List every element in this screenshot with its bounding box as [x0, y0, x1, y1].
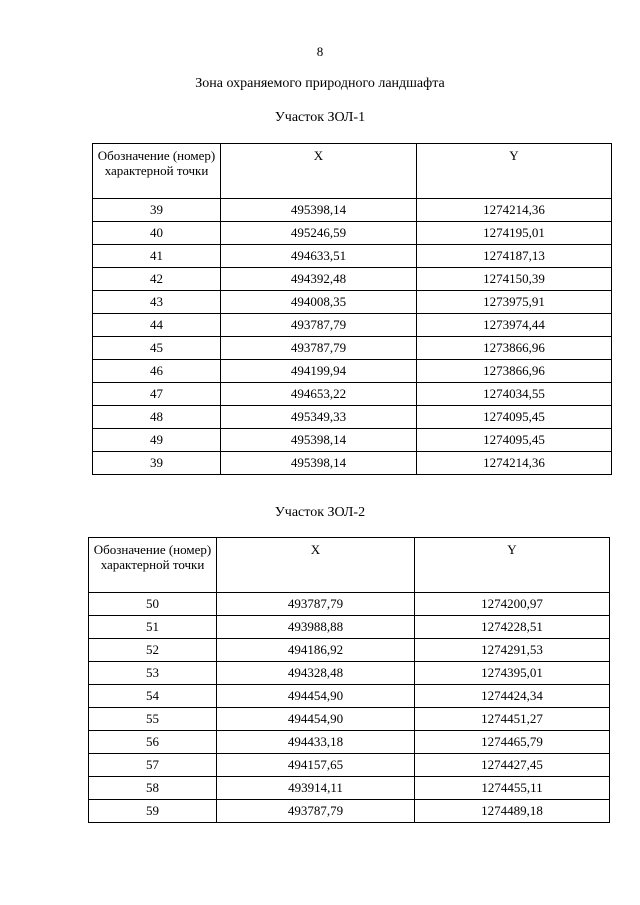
y-coordinate-cell: 1274095,45: [417, 406, 612, 429]
table-row: [89, 800, 610, 823]
point-number-cell: 49: [93, 429, 221, 452]
y-coordinate-cell: 1274455,11: [415, 777, 610, 800]
point-number-cell: 43: [93, 291, 221, 314]
y-coordinate-cell: 1274465,79: [415, 731, 610, 754]
x-coordinate-cell: 494328,48: [217, 662, 415, 685]
table-row: [89, 777, 610, 800]
table-row: [93, 222, 612, 245]
table-row: [89, 616, 610, 639]
x-coordinate-cell: 495246,59: [221, 222, 417, 245]
table-body: [93, 199, 612, 475]
section-title-zol-1: Участок ЗОЛ-1: [274, 110, 366, 125]
point-number-cell: 47: [93, 383, 221, 406]
table-row: [93, 199, 612, 222]
y-coordinate-cell: 1274291,53: [415, 639, 610, 662]
point-number-cell: 53: [89, 662, 217, 685]
column-header-y: Y: [415, 538, 610, 593]
y-coordinate-cell: 1274095,45: [417, 429, 612, 452]
point-number-cell: 40: [93, 222, 221, 245]
table-row: [93, 360, 612, 383]
point-number-cell: 45: [93, 337, 221, 360]
table-body: [89, 593, 610, 823]
y-coordinate-cell: 1274034,55: [417, 383, 612, 406]
x-coordinate-cell: 494454,90: [217, 708, 415, 731]
column-header-y: Y: [417, 144, 612, 199]
table-row: [89, 639, 610, 662]
x-coordinate-cell: 494433,18: [217, 731, 415, 754]
point-number-cell: 56: [89, 731, 217, 754]
point-number-cell: 39: [93, 452, 221, 475]
x-coordinate-cell: 493787,79: [217, 593, 415, 616]
table-row: [93, 245, 612, 268]
y-coordinate-cell: 1273975,91: [417, 291, 612, 314]
y-coordinate-cell: 1274214,36: [417, 452, 612, 475]
point-number-cell: 46: [93, 360, 221, 383]
table-row: [89, 685, 610, 708]
table-row: [93, 406, 612, 429]
x-coordinate-cell: 493787,79: [221, 314, 417, 337]
x-coordinate-cell: 494186,92: [217, 639, 415, 662]
y-coordinate-cell: 1273974,44: [417, 314, 612, 337]
point-number-cell: 57: [89, 754, 217, 777]
point-number-cell: 41: [93, 245, 221, 268]
point-number-cell: 52: [89, 639, 217, 662]
y-coordinate-cell: 1274195,01: [417, 222, 612, 245]
column-header-point: Обозначение (номер) характерной точки: [89, 538, 217, 593]
point-number-cell: 59: [89, 800, 217, 823]
coordinates-table-zol-1: [92, 143, 612, 475]
y-coordinate-cell: 1274187,13: [417, 245, 612, 268]
table-row: [89, 593, 610, 616]
column-header-x: X: [217, 538, 415, 593]
x-coordinate-cell: 495398,14: [221, 452, 417, 475]
x-coordinate-cell: 495349,33: [221, 406, 417, 429]
point-number-cell: 48: [93, 406, 221, 429]
table-row: [93, 383, 612, 406]
x-coordinate-cell: 493787,79: [221, 337, 417, 360]
table-row: [93, 314, 612, 337]
y-coordinate-cell: 1273866,96: [417, 360, 612, 383]
table-row: [89, 708, 610, 731]
y-coordinate-cell: 1274427,45: [415, 754, 610, 777]
table-row: [93, 452, 612, 475]
x-coordinate-cell: 495398,14: [221, 429, 417, 452]
y-coordinate-cell: 1274424,34: [415, 685, 610, 708]
y-coordinate-cell: 1274150,39: [417, 268, 612, 291]
column-header-x: X: [221, 144, 417, 199]
x-coordinate-cell: 494392,48: [221, 268, 417, 291]
y-coordinate-cell: 1274489,18: [415, 800, 610, 823]
point-number-cell: 44: [93, 314, 221, 337]
point-number-cell: 58: [89, 777, 217, 800]
table-row: [93, 268, 612, 291]
y-coordinate-cell: 1274395,01: [415, 662, 610, 685]
x-coordinate-cell: 493914,11: [217, 777, 415, 800]
x-coordinate-cell: 494633,51: [221, 245, 417, 268]
point-number-cell: 54: [89, 685, 217, 708]
x-coordinate-cell: 494653,22: [221, 383, 417, 406]
page-number: 8: [316, 44, 324, 59]
document-title: Зона охраняемого природного ландшафта: [195, 76, 445, 91]
table-row: [89, 662, 610, 685]
x-coordinate-cell: 495398,14: [221, 199, 417, 222]
column-header-point: Обозначение (номер) характерной точки: [93, 144, 221, 199]
point-number-cell: 55: [89, 708, 217, 731]
x-coordinate-cell: 494454,90: [217, 685, 415, 708]
section-title-zol-2: Участок ЗОЛ-2: [274, 505, 366, 520]
table-row: [93, 337, 612, 360]
y-coordinate-cell: 1274228,51: [415, 616, 610, 639]
point-number-cell: 51: [89, 616, 217, 639]
table-row: [89, 731, 610, 754]
table-row: [89, 754, 610, 777]
coordinates-table-zol-2: [88, 537, 610, 823]
x-coordinate-cell: 493787,79: [217, 800, 415, 823]
y-coordinate-cell: 1273866,96: [417, 337, 612, 360]
x-coordinate-cell: 494008,35: [221, 291, 417, 314]
y-coordinate-cell: 1274214,36: [417, 199, 612, 222]
y-coordinate-cell: 1274451,27: [415, 708, 610, 731]
x-coordinate-cell: 494199,94: [221, 360, 417, 383]
point-number-cell: 39: [93, 199, 221, 222]
y-coordinate-cell: 1274200,97: [415, 593, 610, 616]
x-coordinate-cell: 494157,65: [217, 754, 415, 777]
point-number-cell: 50: [89, 593, 217, 616]
x-coordinate-cell: 493988,88: [217, 616, 415, 639]
table-row: [93, 291, 612, 314]
table-row: [93, 429, 612, 452]
point-number-cell: 42: [93, 268, 221, 291]
